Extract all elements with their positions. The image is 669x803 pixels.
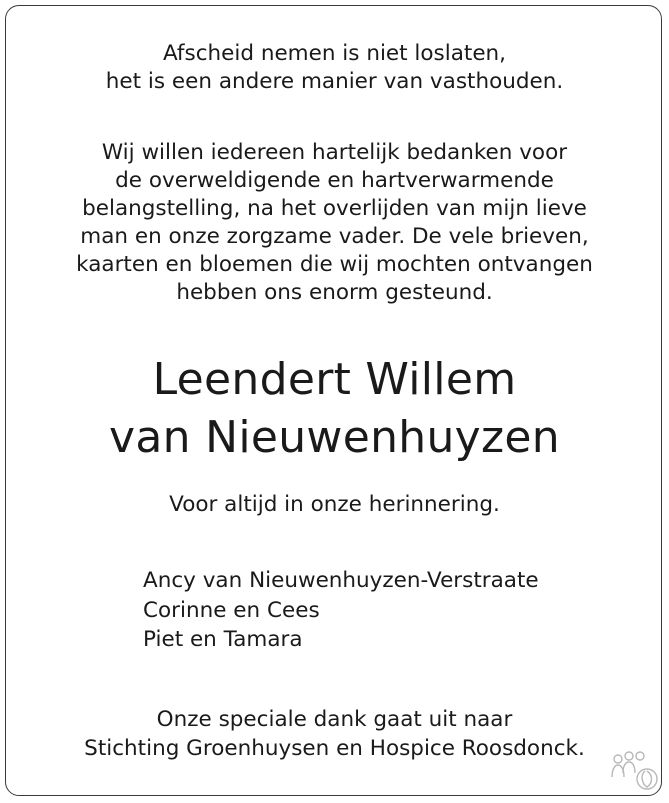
- family-names: [143, 566, 539, 655]
- thanks-paragraph: [0, 139, 669, 307]
- thanks-line: kaarten en bloemen die wij mochten ontvangen: [76, 252, 593, 277]
- thanks-line: Wij willen iedereen hartelijk bedanken voor: [101, 140, 568, 165]
- thanks-line: de overweldigende en hartverwarmende: [115, 168, 554, 193]
- closing-line: Stichting Groenhuysen en Hospice Roosdonck.: [84, 736, 585, 761]
- thanks-line: man en onze zorgzame vader. De vele brieven,: [80, 224, 589, 249]
- family-member: Piet en Tamara: [143, 627, 303, 652]
- name-line: van Nieuwenhuyzen: [109, 412, 560, 463]
- family-member: Ancy van Nieuwenhuyzen-Verstraate: [143, 568, 539, 593]
- family-member: Corinne en Cees: [143, 597, 320, 623]
- people-circle-logo-icon: [609, 751, 659, 793]
- quote-line: het is een andere manier van vasthouden.: [105, 69, 564, 94]
- thanks-line: hebben ons enorm gesteund.: [176, 280, 493, 305]
- opening-quote: [0, 40, 669, 96]
- quote-line: Afscheid nemen is niet loslaten,: [162, 41, 507, 66]
- closing-line: Onze speciale dank gaat uit naar: [156, 707, 513, 732]
- closing-thanks: [0, 705, 669, 763]
- thanks-line: belangstelling, na het overlijden van mijn lieve: [82, 196, 587, 221]
- memory-text: Voor altijd in onze herinnering.: [169, 492, 500, 517]
- memory-line: [0, 491, 669, 519]
- deceased-name: [0, 351, 669, 467]
- name-line: Leendert Willem: [152, 354, 517, 405]
